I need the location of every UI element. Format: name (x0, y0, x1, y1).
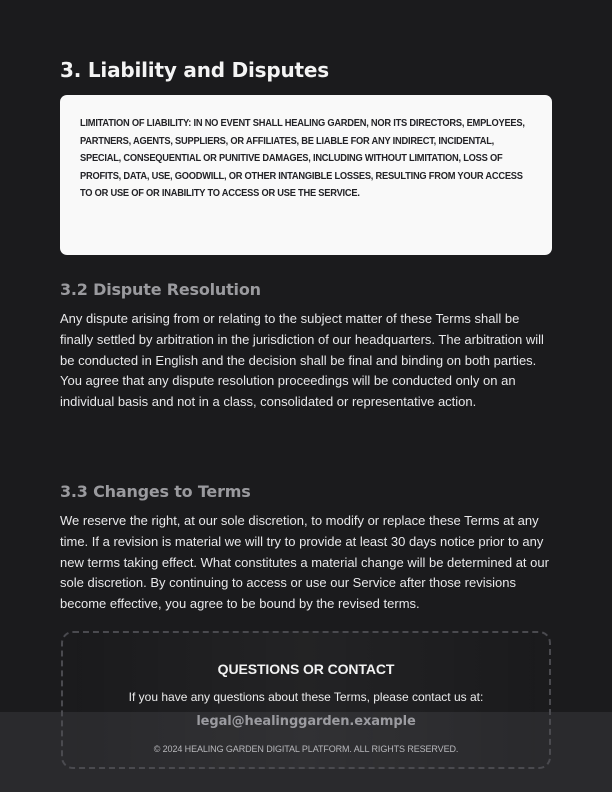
changes-to-terms-heading: 3.3 Changes to Terms (60, 482, 251, 501)
copyright-notice: © 2024 HEALING GARDEN DIGITAL PLATFORM. ALL RIGHTS RESERVED. (153, 744, 459, 754)
contact-email-link[interactable]: legal@healinggarden.example (196, 714, 416, 729)
dispute-resolution-text: Any dispute arising from or relating to the subject matter of these Terms shall be finally settled by arbitration in the jurisdiction of our headquarters. The arbitration will be conducted in English and the decision shall be final and binding on both parties. You agree that any dispute resolution proceedings will be conducted only on an individual basis and not in a class, consolidated or representative action. (60, 311, 544, 410)
liability-notice-text: LIMITATION OF LIABILITY: IN NO EVENT SHALL HEALING GARDEN, NOR ITS DIRECTORS, EMPLOYEES, PARTNERS, AGENTS, SUPPLIERS, OR AFFILIATES, BE LIABLE FOR ANY INDIRECT, INCIDENTAL, SPECIAL, CONSEQUENTIAL OR PUNITIVE DAMAGES, INCLUDING WITHOUT LIMITATION, LOSS OF PROFITS, DATA, USE, GOODWILL, OR OTHER INTANGIBLE LOSSES, RESULTING FROM YOUR ACCESS TO OR USE OF OR INABILITY TO ACCESS OR USE THE SERVICE. (80, 118, 525, 200)
contact-text: If you have any questions about these Terms, please contact us at: (128, 690, 484, 704)
contact-title: QUESTIONS OR CONTACT (217, 661, 395, 677)
dispute-resolution-heading: 3.2 Dispute Resolution (60, 280, 261, 299)
liability-notice-card (60, 95, 552, 255)
section-title: 3. Liability and Disputes (60, 58, 329, 82)
changes-to-terms-text: We reserve the right, at our sole discretion, to modify or replace these Terms at any time. If a revision is material we will try to provide at least 30 days notice prior to any new terms taking effect. What constitutes a material change will be determined at our sole discretion. By continuing to access or use our Service after those revisions become effective, you agree to be bound by the revised terms. (60, 513, 549, 612)
contact-box (61, 631, 551, 769)
